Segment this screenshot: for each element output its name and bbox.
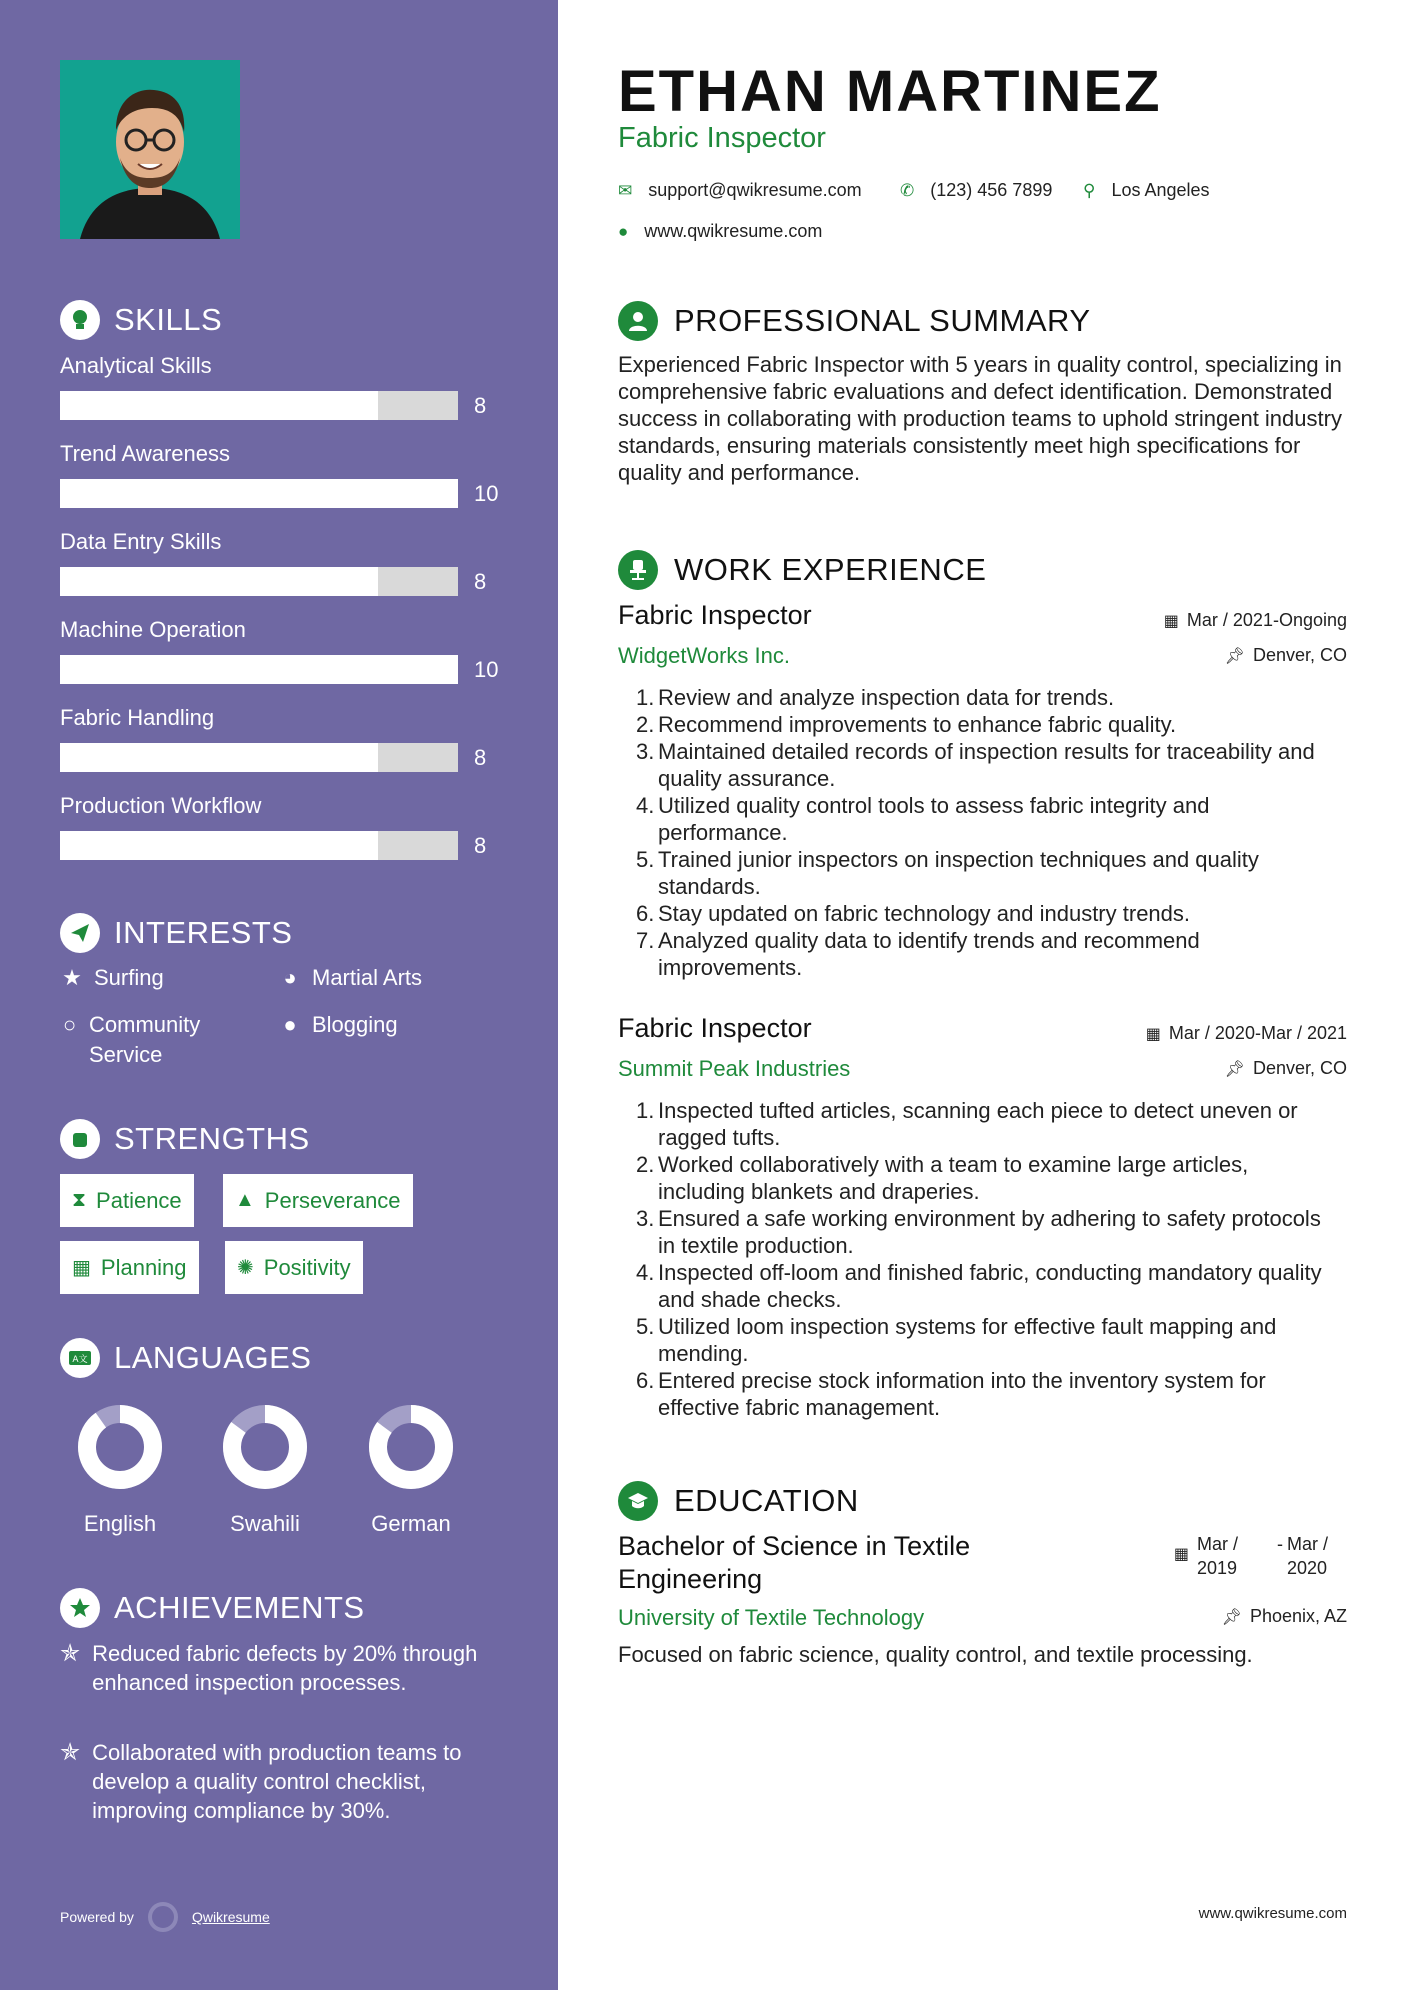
education-location [1222,1606,1347,1627]
contact-phone[interactable] [900,180,1052,201]
skill-bar [60,655,458,684]
languages-title: LANGUAGES [114,1340,312,1375]
skill-name: Fabric Handling [60,705,215,730]
skill-item [60,705,500,772]
calendar-icon: ▦ [1163,612,1179,630]
experience-title: WORK EXPERIENCE [674,552,987,587]
contact-location [1083,180,1210,201]
fist-icon [60,1119,100,1159]
education-note: Focused on fabric science, quality control, and textile processing. [618,1642,1253,1667]
duty-text: Trained junior inspectors on inspection techniques and quality standards. [658,847,1259,899]
candidate-role: Fabric Inspector [618,122,826,154]
strength-chip [60,1174,194,1227]
lightbulb-icon [60,300,100,340]
language-item [60,1402,180,1537]
map-pin-icon: ⚲ [1083,180,1096,200]
job-location-text: Denver, CO [1252,1058,1347,1078]
list-item: 6. Entered precise stock information into the inventory system for effective fabric management. [636,1367,1336,1421]
duty-text: Maintained detailed records of inspection results for traceability and quality assurance. [658,739,1315,791]
list-item: 4. Utilized quality control tools to assess fabric integrity and performance. [636,792,1336,846]
duty-text: Entered precise stock information into the inventory system for effective fabric management. [658,1368,1266,1420]
duty-text: Review and analyze inspection data for trends. [658,685,1115,710]
job-location [1225,645,1347,666]
powered-by-text: Powered by [60,1909,134,1925]
interest-item [278,963,422,993]
list-item: 5. Trained junior inspectors on inspection techniques and quality standards. [636,846,1336,900]
skill-bar [60,391,458,420]
language-donut [60,1402,180,1492]
skill-name: Trend Awareness [60,441,230,466]
language-donut [205,1402,325,1492]
paper-plane-icon [60,913,100,953]
job-dates-text: Mar / 2020-Mar / 2021 [1168,1023,1347,1043]
candidate-name: ETHAN MARTINEZ [618,59,1162,124]
skill-name: Data Entry Skills [60,529,222,554]
strength-label: Positivity [263,1254,351,1280]
degree-title: Bachelor of Science in Textile Engineering [618,1531,971,1594]
strength-label: Planning [100,1254,187,1280]
job-company: WidgetWorks Inc. [618,643,790,668]
skill-item [60,441,500,508]
duty-text: Utilized quality control tools to assess fabric integrity and performance. [658,793,1210,845]
calendar-icon: ▦ [1145,1025,1161,1043]
skill-name: Analytical Skills [60,353,212,378]
sun-icon: ✺ [237,1257,254,1279]
duty-text: Analyzed quality data to identify trends and recommend improvements. [658,928,1200,980]
skills-heading [60,300,222,340]
skill-bar-fill [60,655,458,684]
star-badge-icon [60,1588,100,1628]
duty-text: Stay updated on fabric technology and industry trends. [658,901,1191,926]
email-text: support@qwikresume.com [648,180,862,200]
phone-icon: ✆ [900,180,915,200]
strength-label: Patience [96,1187,182,1213]
skill-bar-fill [60,567,378,596]
job-location [1225,1058,1347,1079]
skill-name: Production Workflow [60,793,262,818]
duty-text: Worked collaboratively with a team to examine large articles, including blankets and draperies. [658,1152,1249,1204]
list-item: 2. Recommend improvements to enhance fabric quality. [636,712,1177,737]
duty-text: Ensured a safe working environment by adhering to safety protocols in textile production. [658,1206,1321,1258]
strengths-heading [60,1119,310,1159]
strength-label: Perseverance [264,1187,401,1213]
skill-bar-fill [60,391,378,420]
language-donut [351,1402,471,1492]
summary-text: Experienced Fabric Inspector with 5 years in quality control, specializing in comprehensive fabric evaluations and defect identification. Demonstrated success in collaborating with production teams to uphold stringent industry standards, ensuring materials consistently meet high specifications for quality and performance. [618,352,1342,485]
education-location-text: Phoenix, AZ [1249,1606,1347,1626]
list-item: 2. Worked collaboratively with a team to examine large articles, including blankets and draperies. [636,1151,1336,1205]
job-location-text: Denver, CO [1252,645,1347,665]
interest-label: Community Service [89,1012,201,1067]
globe-icon: ● [618,221,629,241]
skill-bar-fill [60,831,378,860]
contact-website[interactable] [618,221,822,242]
translate-icon [60,1338,100,1378]
avatar [60,60,240,239]
skills-title: SKILLS [114,302,223,337]
achievement-item [60,1738,500,1825]
language-name: English [83,1511,157,1536]
svg-text:A文: A文 [72,1355,88,1365]
globe-icon: ◕ [283,965,297,990]
skill-bar [60,743,458,772]
achievement-item [60,1639,500,1697]
duty-text: Utilized loom inspection systems for effective fault mapping and mending. [658,1314,1277,1366]
location-text: Los Angeles [1111,180,1210,200]
achievements-heading [60,1588,365,1628]
phone-text: (123) 456 7899 [930,180,1053,200]
summary-title: PROFESSIONAL SUMMARY [674,303,1091,338]
interest-item [60,1010,240,1070]
skill-bar [60,479,458,508]
achievement-text: Reduced fabric defects by 20% through enhanced inspection processes. [92,1641,478,1695]
experience-heading [618,550,986,590]
skill-item [60,793,500,860]
sidebar [0,0,558,1990]
duty-text: Recommend improvements to enhance fabric quality. [658,712,1177,737]
profile-photo [60,60,240,239]
list-item: 1. Inspected tufted articles, scanning each piece to detect uneven or ragged tufts. [636,1097,1336,1151]
education-title: EDUCATION [674,1483,859,1518]
interest-item [60,963,164,993]
interests-title: INTERESTS [114,915,293,950]
footer-website[interactable]: www.qwikresume.com [1198,1905,1347,1922]
calendar-icon: ▦ [1173,1546,1189,1563]
job-dates-text: Mar / 2021-Ongoing [1186,610,1347,630]
office-chair-icon [618,550,658,590]
pushpin-icon: 📌︎ [1224,1060,1245,1078]
hourglass-icon: ⧗ [72,1189,87,1211]
job-company: Summit Peak Industries [618,1056,851,1081]
achievement-text: Collaborated with production teams to develop a quality control checklist, improving compliance by 30%. [92,1740,462,1823]
education-end: Mar / 2020 [1287,1534,1329,1578]
list-item: 3. Maintained detailed records of inspection results for traceability and quality assurance. [636,738,1336,792]
language-name: German [371,1511,451,1536]
calendar-icon: ▦ [72,1257,91,1279]
group-icon: ● [283,1012,297,1037]
star-icon: ★ [62,965,82,990]
skill-item [60,353,500,420]
skill-value: 8 [474,568,487,594]
graduation-icon [618,1481,658,1521]
job-dates [1164,610,1347,631]
school-name: University of Textile Technology [618,1605,925,1630]
language-item [351,1402,471,1537]
job-duties-list [636,684,1336,981]
list-item: 7. Analyzed quality data to identify trends and recommend improvements. [636,927,1336,981]
duty-text: Inspected tufted articles, scanning each piece to detect uneven or ragged tufts. [658,1098,1298,1150]
skill-bar [60,567,458,596]
shooting-star-icon: ✯ [60,1739,81,1766]
powered-by [60,1902,270,1932]
skill-value: 8 [474,744,487,770]
strengths-title: STRENGTHS [114,1121,310,1156]
job-duties-list [636,1097,1336,1421]
education-heading [618,1481,859,1521]
education-dates: ▦ Mar / 2019 - Mar / 2020 [1174,1532,1347,1580]
skill-item [60,617,500,684]
job-title: Fabric Inspector [618,600,812,630]
list-item: 5. Utilized loom inspection systems for effective fault mapping and mending. [636,1313,1336,1367]
skill-bar-fill [60,479,458,508]
contact-email[interactable] [618,180,862,201]
list-item: 3. Ensured a safe working environment by adhering to safety protocols in textile production. [636,1205,1336,1259]
job-title: Fabric Inspector [618,1013,812,1043]
interest-label: Martial Arts [312,965,423,990]
website-text: www.qwikresume.com [644,221,823,241]
skill-value: 10 [474,656,499,682]
skill-name: Machine Operation [60,617,246,642]
skill-value: 8 [474,832,487,858]
interest-item [278,1010,398,1040]
qwikresume-link[interactable]: Qwikresume [191,1909,270,1925]
qwikresume-logo [148,1902,178,1932]
job-dates [1146,1023,1347,1044]
education-start: Mar / 2019 [1197,1534,1239,1578]
envelope-icon: ✉ [618,180,633,200]
road-icon: ▲ [235,1189,255,1211]
list-item: 1. Review and analyze inspection data for trends. [636,685,1115,710]
language-item [205,1402,325,1537]
list-item: 4. Inspected off-loom and finished fabric, conducting mandatory quality and shade checks. [636,1259,1336,1313]
interest-label: Surfing [94,965,164,990]
strength-chip [223,1174,413,1227]
interests-heading [60,913,292,953]
skill-bar [60,831,458,860]
skill-value: 8 [474,392,487,418]
user-icon [618,301,658,341]
language-name: Swahili [230,1511,300,1536]
languages-heading [60,1338,311,1378]
strength-chip [225,1241,363,1294]
shooting-star-icon: ✯ [60,1640,81,1667]
skill-value: 10 [474,480,499,506]
strength-chip [60,1241,199,1294]
pushpin-icon: 📌︎ [1224,647,1245,665]
achievements-title: ACHIEVEMENTS [114,1590,365,1625]
pushpin-icon: 📌︎ [1221,1608,1242,1626]
summary-heading [618,301,1091,341]
chat-icon: ○ [62,1012,77,1037]
list-item: 6. Stay updated on fabric technology and industry trends. [636,901,1191,926]
skill-item [60,529,500,596]
skill-bar-fill [60,743,378,772]
interest-label: Blogging [312,1012,398,1037]
duty-text: Inspected off-loom and finished fabric, conducting mandatory quality and shade checks. [658,1260,1322,1312]
